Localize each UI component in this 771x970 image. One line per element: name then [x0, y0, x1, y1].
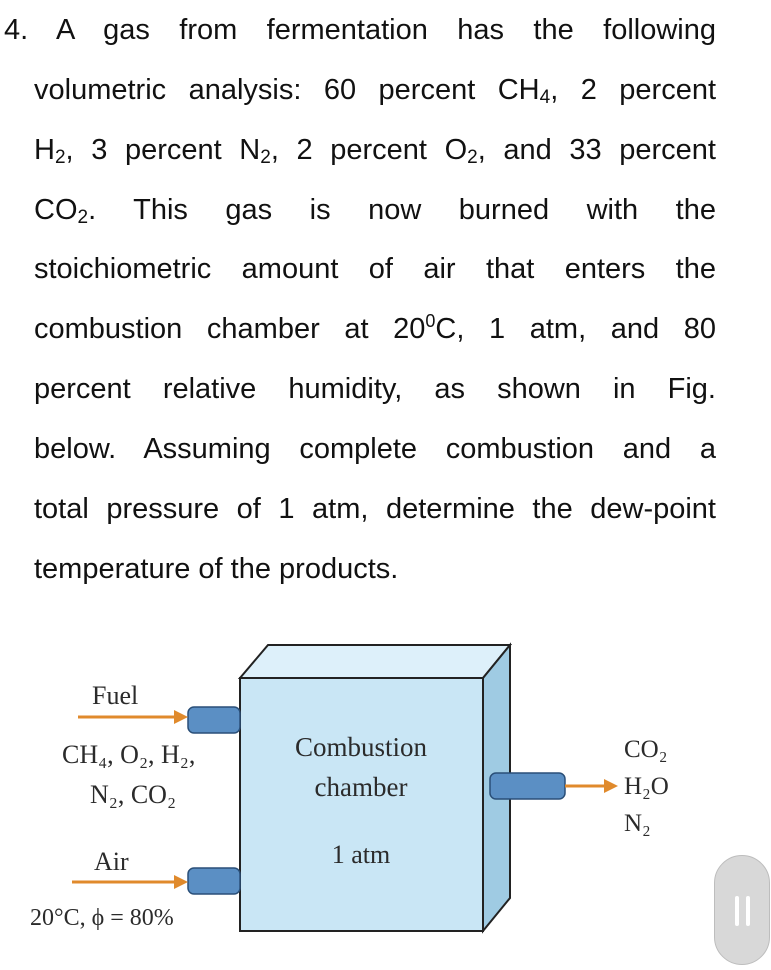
text-run: below. Assuming complete combustion and a [34, 433, 716, 465]
problem-number: 4. [4, 14, 29, 46]
text-run: percent relative humidity, as shown in Fig. [34, 373, 716, 405]
line-content [34, 433, 716, 465]
line-content [34, 313, 716, 345]
chamber-top-face [240, 645, 510, 678]
air-state: 20°C, ϕ = 80% [30, 905, 174, 931]
subscript: 2 [260, 147, 271, 168]
fuel-species-line1: CH₄, O₂, H₂, [62, 740, 196, 769]
product-co2: CO₂ [624, 736, 668, 763]
text-run: , 2 percent [550, 74, 717, 106]
product-h2o: H₂O [624, 773, 669, 800]
line-content [34, 134, 716, 166]
grip-line-right [746, 896, 750, 926]
fuel-species-line2: N₂, CO₂ [90, 780, 177, 809]
fuel-label: Fuel [92, 681, 139, 710]
text-run: A gas from fermentation has the following [55, 14, 716, 46]
exhaust-arrow-head [604, 779, 618, 793]
problem-line [34, 431, 716, 467]
problem-line [34, 132, 716, 168]
problem-line [34, 371, 716, 407]
problem-line [34, 192, 716, 228]
text-run: temperature of the products. [34, 553, 399, 585]
fuel-inlet-pipe [188, 707, 240, 733]
line-content [34, 373, 716, 405]
text-run: volumetric analysis: 60 percent CH [34, 74, 540, 106]
chamber-label-line2: chamber [314, 772, 408, 802]
text-run: C, 1 atm, and 80 [435, 313, 716, 345]
text-run: total pressure of 1 atm, determine the dew-point [34, 493, 716, 525]
text-run: stoichiometric amount of air that enters the [34, 253, 716, 285]
superscript: 0 [425, 311, 436, 331]
problem-line [34, 251, 716, 287]
fuel-arrow-head [174, 710, 188, 724]
air-inlet-pipe [188, 868, 240, 894]
line-content [34, 553, 398, 585]
subscript: 4 [539, 87, 551, 108]
chamber-front-face [240, 678, 483, 931]
problem-line [34, 491, 716, 527]
problem-line [34, 551, 716, 587]
problem-line [4, 12, 716, 48]
problem-line [34, 311, 716, 347]
combustion-figure [0, 620, 771, 970]
text-run: , 3 percent N [65, 134, 261, 166]
subscript: 2 [467, 147, 478, 168]
subscript: 2 [77, 207, 89, 228]
subscript: 2 [54, 147, 66, 168]
line-content [34, 493, 716, 525]
line-content [34, 194, 716, 226]
problem-line [34, 72, 716, 108]
line-content [34, 253, 716, 285]
text-run: . This gas is now burned with the [88, 194, 716, 226]
product-n2: N₂ [624, 810, 651, 837]
air-arrow-head [174, 875, 188, 889]
air-label: Air [94, 847, 129, 876]
text-run: , 2 percent O [270, 134, 468, 166]
scroll-handle[interactable] [714, 855, 770, 965]
chamber-pressure: 1 atm [331, 840, 391, 869]
text-run: H [34, 134, 55, 166]
line-content [34, 74, 716, 106]
text-run: CO [34, 194, 78, 226]
chamber-label-line1: Combustion [294, 732, 428, 762]
exhaust-pipe [490, 773, 565, 799]
line-content [56, 14, 716, 46]
text-run: , and 33 percent [477, 134, 716, 166]
combustion-diagram [0, 620, 771, 970]
text-run: combustion chamber at 20 [34, 313, 426, 345]
grip-line-left [735, 896, 739, 926]
